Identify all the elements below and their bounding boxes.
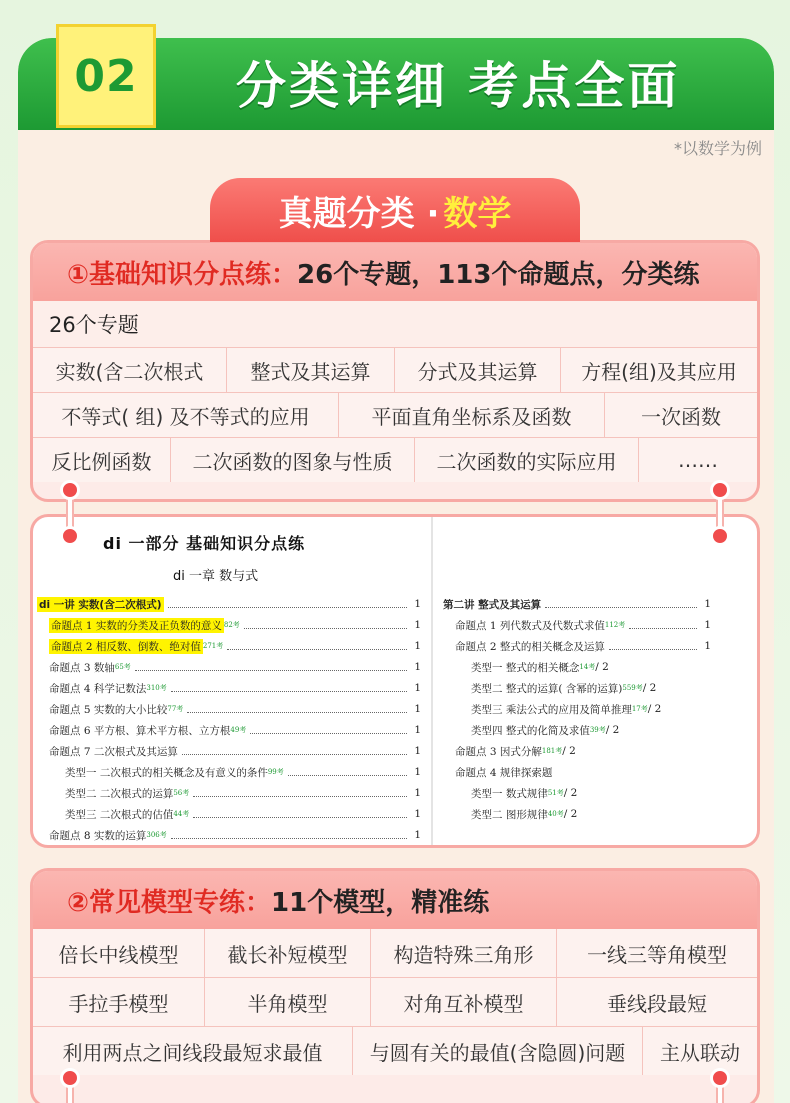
toc-separator: / <box>605 724 610 736</box>
model-cell: 倍长中线模型 <box>33 929 205 977</box>
toc-entry <box>49 679 421 697</box>
topic-cell: 二次函数的图象与性质 <box>171 438 415 482</box>
toc-entry-count: 49考 <box>230 726 247 734</box>
toc-separator: / <box>647 703 652 715</box>
topic-row <box>33 437 757 482</box>
model-cell: 截长补短模型 <box>205 929 371 977</box>
toc-entry-page: 2 <box>569 745 576 757</box>
model-cell: 与圆有关的最值(含隐圆)问题 <box>353 1027 643 1075</box>
subject-tab-subject: 数学 <box>443 193 512 234</box>
toc-entry-count: 65考 <box>114 663 131 671</box>
toc-entry-label: 类型二 整式的运算( 含幂的运算) <box>471 682 623 695</box>
topic-cell: 二次函数的实际应用 <box>415 438 639 482</box>
topic-cell: …… <box>639 438 757 482</box>
binder-ring <box>710 526 730 546</box>
toc-entry <box>471 658 711 676</box>
topic-cell: 整式及其运算 <box>227 348 395 392</box>
model-cell: 半角模型 <box>205 978 371 1026</box>
section-number-badge <box>56 24 156 128</box>
toc-leader-dots <box>244 621 407 629</box>
toc-entry <box>49 742 421 760</box>
toc-chapter-title: di 一章 数与式 <box>173 569 259 584</box>
toc-entry-label: 命题点 5 实数的大小比较 <box>49 703 168 716</box>
toc-entry-count: 112考 <box>604 621 626 629</box>
toc-entry <box>471 679 711 697</box>
toc-entry-page: 2 <box>570 787 578 799</box>
model-cell: 对角互补模型 <box>371 978 557 1026</box>
toc-entry <box>49 826 421 844</box>
toc-entry-label: 命题点 4 科学记数法 <box>49 682 147 695</box>
toc-entry <box>471 805 711 823</box>
model-cell: 垂线段最短 <box>557 978 757 1026</box>
toc-entry <box>49 700 421 718</box>
section1-title-red: ①基础知识分点练： <box>67 259 298 290</box>
section1-title-dark: 26个专题，113个命题点，分类练 <box>297 259 700 290</box>
toc-separator: / <box>563 808 568 820</box>
topic-row <box>33 347 757 392</box>
toc-entry-page: 1 <box>704 640 711 652</box>
toc-separator: / <box>642 682 647 694</box>
toc-entry-page: 1 <box>414 808 421 820</box>
toc-leader-dots <box>250 726 407 734</box>
binder-ring <box>710 1068 730 1088</box>
toc-entry-page: 1 <box>414 640 421 652</box>
section-number: 02 <box>74 50 138 102</box>
toc-entry-page: 1 <box>414 598 421 610</box>
model-cell: 构造特殊三角形 <box>371 929 557 977</box>
toc-entry-count: 82考 <box>223 621 240 629</box>
binder-ring <box>60 480 80 500</box>
binder-ring <box>60 1068 80 1088</box>
toc-entry-count: 17考 <box>631 705 648 713</box>
toc-entry-page: 1 <box>414 829 421 841</box>
toc-entry <box>37 595 421 613</box>
toc-entry-page: 1 <box>414 703 421 715</box>
toc-entry-page: 2 <box>570 808 578 820</box>
toc-separator: / <box>595 661 599 673</box>
topic-cell: 平面直角坐标系及函数 <box>339 393 605 437</box>
toc-entry-count: 271考 <box>202 642 224 650</box>
toc-separator: / <box>562 745 566 757</box>
toc-entry-label: 命题点 2 相反数、倒数、绝对值 <box>51 640 201 653</box>
toc-entry-label: 命题点 6 平方根、算术平方根、立方根 <box>49 724 231 737</box>
topic-cell: 分式及其运算 <box>395 348 561 392</box>
toc-entry-page: 2 <box>602 661 609 673</box>
toc-entry <box>455 637 711 655</box>
section2-title-red: ②常见模型专练： <box>67 887 272 918</box>
toc-leader-dots <box>187 705 407 713</box>
subject-tab <box>210 178 580 242</box>
topic-cell: 一次函数 <box>605 393 757 437</box>
toc-entry-count: 181考 <box>541 747 563 755</box>
toc-entry-count: 99考 <box>267 768 284 776</box>
toc-entry-label: 第二讲 整式及其运算 <box>443 598 542 611</box>
toc-entry <box>49 616 421 634</box>
toc-entry-count: 559考 <box>622 684 643 692</box>
model-cell: 利用两点之间线段最短求最值 <box>33 1027 353 1075</box>
toc-entry-label: 命题点 1 实数的分类及正负数的意义 <box>51 619 222 632</box>
toc-entry <box>49 721 421 739</box>
toc-entry-label: 命题点 3 因式分解 <box>455 745 542 758</box>
toc-entry-label: di 一讲 实数(含二次根式) <box>39 598 162 611</box>
topic-row <box>33 392 757 437</box>
toc-leader-dots <box>545 600 697 608</box>
toc-entry-page: 1 <box>414 745 421 757</box>
toc-leader-dots <box>182 747 407 755</box>
toc-entry-count: 40考 <box>547 810 564 818</box>
toc-entry-page: 1 <box>414 619 421 631</box>
model-cell: 手拉手模型 <box>33 978 205 1026</box>
toc-entry-count: 39考 <box>589 726 606 734</box>
toc-entry-count: 310考 <box>146 684 167 692</box>
model-cell: 主从联动 <box>643 1027 757 1075</box>
toc-entry <box>49 658 421 676</box>
toc-entry-label: 命题点 8 实数的运算 <box>49 829 147 842</box>
toc-entry-label: 类型二 二次根式的运算 <box>65 787 174 800</box>
section2-title-dark: 11个模型，精准练 <box>271 887 490 918</box>
toc-entry-label: 命题点 4 规律探索题 <box>455 766 553 779</box>
toc-entry-page: 2 <box>649 682 657 694</box>
table-of-contents-sample <box>30 514 760 848</box>
toc-entry-label: 类型一 整式的相关概念 <box>471 661 580 674</box>
model-row <box>33 1026 757 1075</box>
toc-leader-dots <box>168 600 407 608</box>
header-title: 分类详细 考点全面 <box>236 57 681 115</box>
toc-entry-label: 类型三 乘法公式的应用及简单推理 <box>471 703 632 716</box>
toc-entry-label: 类型一 数式规律 <box>471 787 548 800</box>
toc-entry-page: 2 <box>612 724 620 736</box>
toc-entry-page: 1 <box>704 619 711 631</box>
toc-entry <box>471 721 711 739</box>
toc-entry-count: 44考 <box>173 810 190 818</box>
toc-entry <box>471 784 711 802</box>
toc-entry-count: 14考 <box>579 663 596 671</box>
toc-entry <box>65 805 421 823</box>
model-row <box>33 929 757 977</box>
toc-entry-label: 命题点 7 二次根式及其运算 <box>49 745 178 758</box>
toc-entry-label: 类型三 二次根式的估值 <box>65 808 174 821</box>
toc-entry-page: 1 <box>414 787 421 799</box>
toc-leader-dots <box>288 768 407 776</box>
binder-ring <box>710 480 730 500</box>
model-row <box>33 977 757 1026</box>
page-divider <box>431 517 433 848</box>
toc-leader-dots <box>227 642 407 650</box>
example-note: *以数学为例 <box>673 139 762 158</box>
toc-leader-dots <box>171 684 407 692</box>
toc-entry-label: 命题点 2 整式的相关概念及运算 <box>455 640 605 653</box>
toc-entry <box>455 616 711 634</box>
model-cell: 一线三等角模型 <box>557 929 757 977</box>
toc-entry-page: 1 <box>414 766 421 778</box>
model-practice-section <box>30 868 760 1103</box>
basic-knowledge-section <box>30 240 760 502</box>
section2-heading <box>33 871 757 929</box>
toc-entry-page: 1 <box>704 598 711 610</box>
binder-ring <box>60 526 80 546</box>
section1-heading <box>33 243 757 301</box>
toc-entry <box>455 763 711 781</box>
toc-entry-count: 306考 <box>146 831 167 839</box>
toc-entry-count: 56考 <box>173 789 190 797</box>
toc-entry-page: 1 <box>414 661 421 673</box>
toc-leader-dots <box>609 642 697 650</box>
toc-leader-dots <box>193 789 407 797</box>
toc-entry-label: 命题点 1 列代数式及代数式求值 <box>455 619 605 632</box>
toc-entry-label: 类型二 图形规律 <box>471 808 548 821</box>
toc-entry-count: 77考 <box>167 705 184 713</box>
toc-entry-page: 2 <box>654 703 662 715</box>
topics-subtitle: 26个专题 <box>33 301 757 347</box>
toc-entry <box>443 595 711 613</box>
toc-leader-dots <box>629 621 697 629</box>
toc-entry-label: 类型四 整式的化简及求值 <box>471 724 590 737</box>
toc-part-title: di 一部分 基础知识分点练 <box>103 534 306 553</box>
toc-entry-count: 51考 <box>547 789 564 797</box>
toc-leader-dots <box>135 663 407 671</box>
toc-separator: / <box>563 787 568 799</box>
toc-entry <box>471 700 711 718</box>
toc-entry <box>65 784 421 802</box>
toc-entry-label: 类型一 二次根式的相关概念及有意义的条件 <box>65 766 268 779</box>
toc-entry-page: 1 <box>414 682 421 694</box>
subject-tab-prefix: 真题分类 · <box>278 193 440 234</box>
toc-leader-dots <box>171 831 407 839</box>
toc-entry <box>455 742 711 760</box>
toc-entry <box>49 637 421 655</box>
topic-cell: 不等式( 组) 及不等式的应用 <box>33 393 339 437</box>
toc-leader-dots <box>193 810 407 818</box>
toc-entry-label: 命题点 3 数轴 <box>49 661 115 674</box>
topic-cell: 反比例函数 <box>33 438 171 482</box>
toc-entry <box>65 763 421 781</box>
toc-entry-page: 1 <box>414 724 421 736</box>
topic-cell: 实数(含二次根式 <box>33 348 227 392</box>
topic-cell: 方程(组)及其应用 <box>561 348 757 392</box>
